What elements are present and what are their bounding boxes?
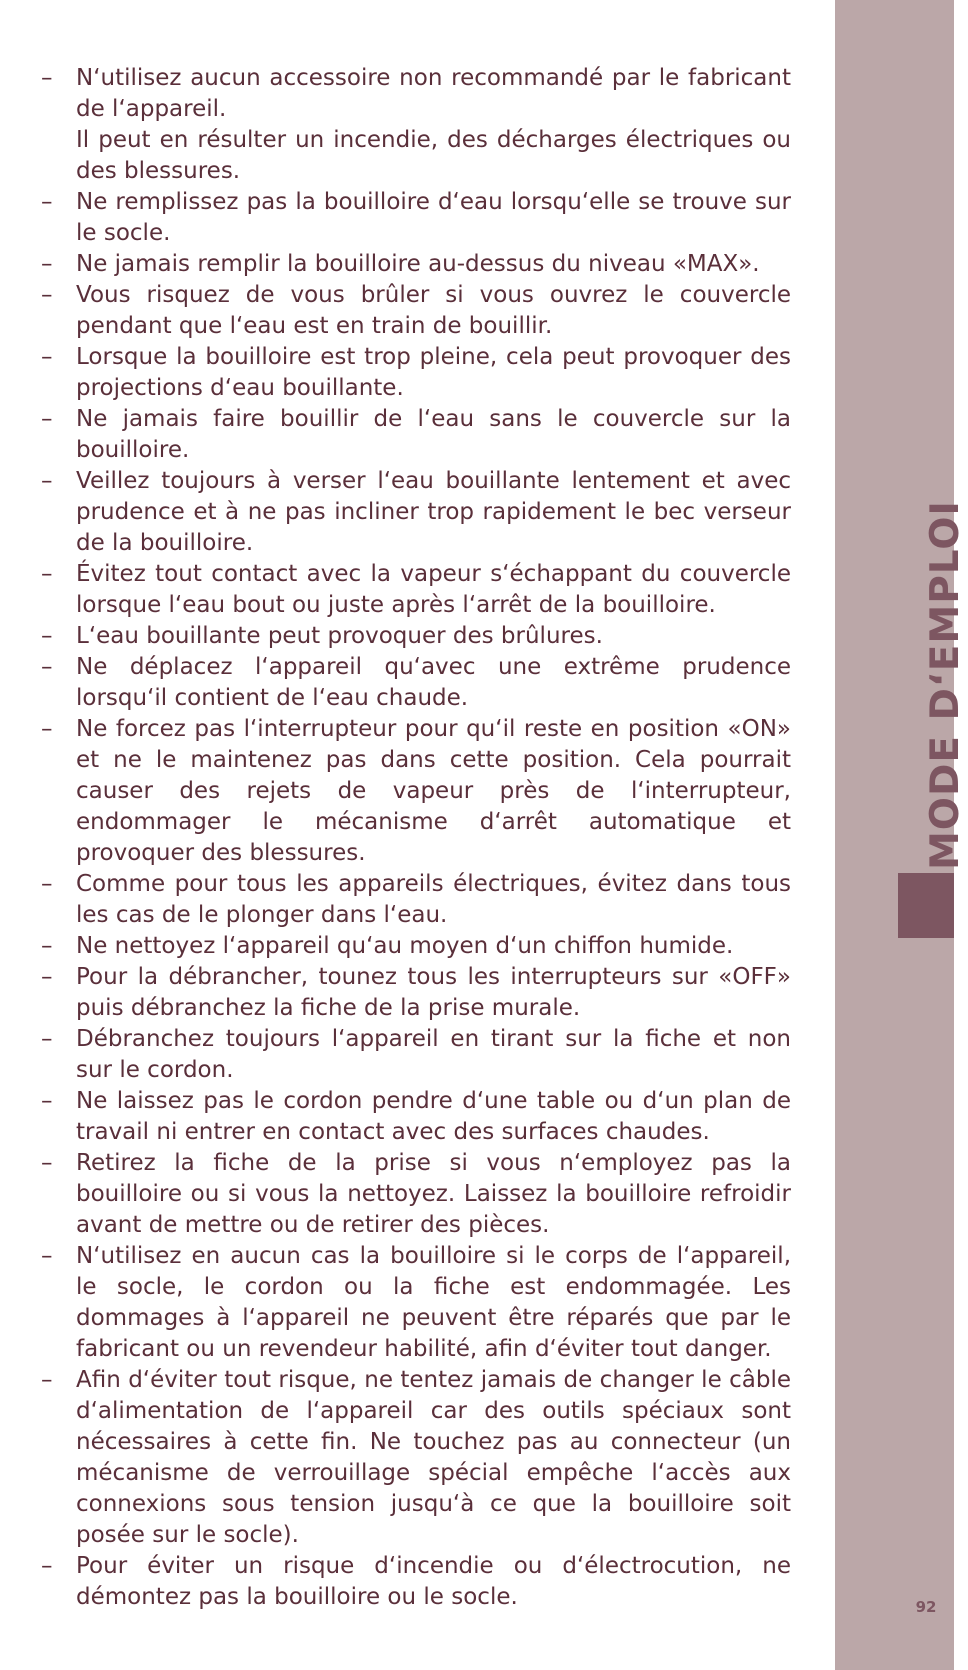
list-item-text: – N‘utilisez en aucun cas la bouilloire si le corps de l‘appareil, le socle, le cordon ou la fiche est endommagée. Les dommages à l‘appareil ne peuvent être réparés que par le fabricant ou un revendeur habilité, afin d‘éviter tout danger.: [76, 1243, 791, 1362]
list-item-text: – Ne laissez pas le cordon pendre d‘une table ou d‘un plan de travail ni entrer en contact avec des surfaces chaudes.: [76, 1088, 791, 1145]
list-item-text: – Ne jamais faire bouillir de l‘eau sans le couvercle sur la bouilloire.: [76, 406, 791, 463]
list-item: [41, 559, 791, 621]
list-item-text: – Vous risquez de vous brûler si vous ouvrez le couvercle pendant que l‘eau est en train de bouillir.: [76, 282, 791, 339]
safety-instructions: [41, 63, 791, 1613]
list-item-text: – Débranchez toujours l‘appareil en tirant sur la fiche et non sur le cordon.: [76, 1026, 791, 1083]
list-item-text: – Ne jamais remplir la bouilloire au-dessus du niveau «MAX».: [76, 251, 760, 277]
list-item-text: – Lorsque la bouilloire est trop pleine, cela peut provoquer des projections d‘eau bouillante.: [76, 344, 791, 401]
list-item: [41, 869, 791, 931]
list-item: [41, 1365, 791, 1551]
list-item: [41, 962, 791, 1024]
list-item-text: – N‘utilisez aucun accessoire non recommandé par le fabricant de l‘appareil.: [76, 65, 791, 122]
list-item-text: – Pour éviter un risque d‘incendie ou d‘électrocution, ne démontez pas la bouilloire ou le socle.: [76, 1553, 791, 1610]
list-item: [41, 280, 791, 342]
list-item-text: – Ne forcez pas l‘interrupteur pour qu‘il reste en position «ON» et ne le maintenez pas dans cette position. Cela pourrait causer des rejets de vapeur près de l‘interrupteur, endommager le mécanisme d‘arrêt automatique et provoquer des blessures.: [76, 716, 791, 866]
list-item: [41, 63, 791, 187]
list-item-text: – Pour la débrancher, tounez tous les interrupteurs sur «OFF» puis débranchez la fiche de la prise murale.: [76, 964, 791, 1021]
list-item: [41, 466, 791, 559]
list-item-text: – Ne nettoyez l‘appareil qu‘au moyen d‘un chiffon humide.: [76, 933, 734, 959]
list-item: [41, 1551, 791, 1613]
list-item: [41, 931, 791, 962]
list-item: [41, 652, 791, 714]
list-item: [41, 187, 791, 249]
instruction-list: [41, 63, 791, 1613]
list-item-text: – Veillez toujours à verser l‘eau bouillante lentement et avec prudence et à ne pas incliner trop rapidement le bec verseur de la bouilloire.: [76, 468, 791, 556]
section-marker: [898, 873, 954, 938]
list-item: [41, 1024, 791, 1086]
list-item-text: – L‘eau bouillante peut provoquer des brûlures.: [76, 623, 603, 649]
list-item: [41, 342, 791, 404]
list-item-text: – Retirez la fiche de la prise si vous n‘employez pas la bouilloire ou si vous la nettoyez. Laissez la bouilloire refroidir avant de mettre ou de retirer des pièces.: [76, 1150, 791, 1238]
list-item: [41, 1241, 791, 1365]
list-item: [41, 404, 791, 466]
list-item: [41, 714, 791, 869]
list-item-text: Il peut en résulter un incendie, des décharges électriques ou des blessures.: [76, 127, 791, 184]
sidebar: [835, 0, 968, 1670]
list-item: [41, 249, 791, 280]
list-item-text: – Évitez tout contact avec la vapeur s‘échappant du couvercle lorsque l‘eau bout ou juste après l‘arrêt de la bouilloire.: [76, 561, 791, 618]
list-item: [41, 1086, 791, 1148]
list-item-text: – Ne déplacez l‘appareil qu‘avec une extrême prudence lorsqu‘il contient de l‘eau chaude.: [76, 654, 791, 711]
list-item-text: – Ne remplissez pas la bouilloire d‘eau lorsqu‘elle se trouve sur le socle.: [76, 189, 791, 246]
section-title: MODE D‘EMPLOI: [923, 500, 968, 870]
list-item: [41, 1148, 791, 1241]
page-number: 92: [915, 1598, 937, 1616]
list-item: [41, 621, 791, 652]
list-item-text: – Afin d‘éviter tout risque, ne tentez jamais de changer le câble d‘alimentation de l‘appareil car des outils spéciaux sont nécessaires à cette fin. Ne touchez pas au connecteur (un mécanisme de verrouillage spécial empêche l‘accès aux connexions sous tension jusqu‘à ce que la bouilloire soit posée sur le socle).: [76, 1367, 791, 1548]
list-item-text: – Comme pour tous les appareils électriques, évitez dans tous les cas de le plonger dans l‘eau.: [76, 871, 791, 928]
